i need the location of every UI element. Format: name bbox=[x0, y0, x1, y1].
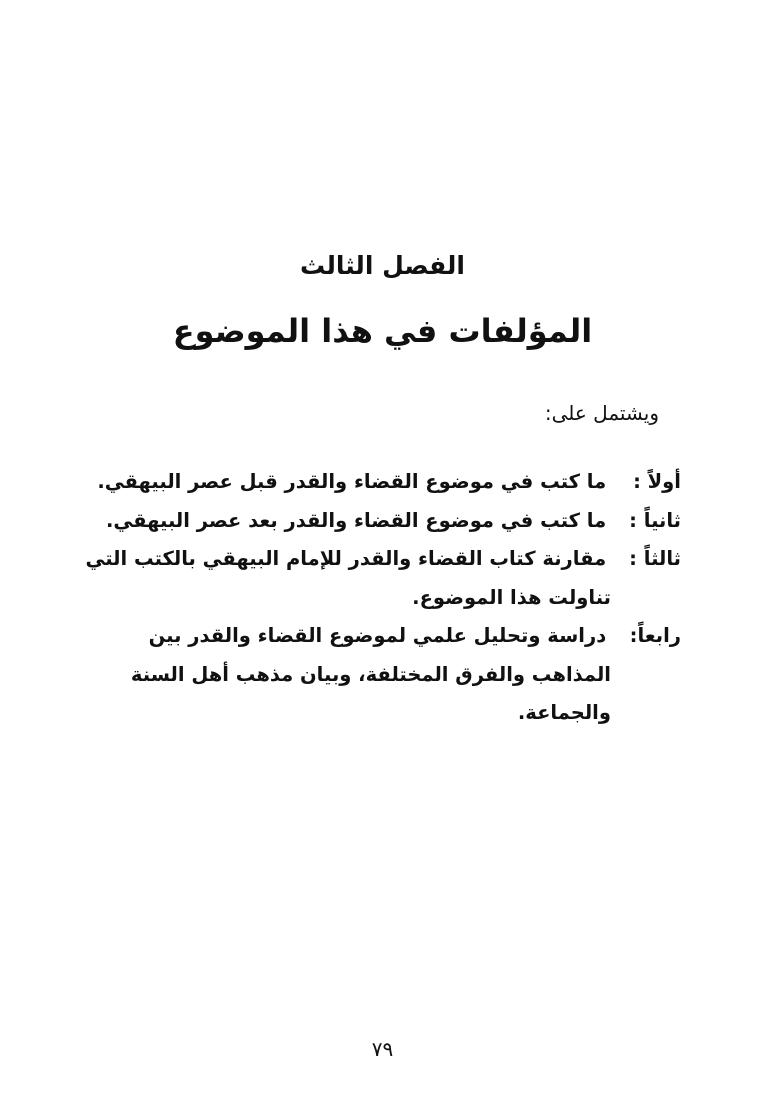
item-marker: رابعاً: bbox=[629, 624, 681, 647]
chapter-title: المؤلفات في هذا الموضوع bbox=[172, 312, 593, 350]
chapter-label: الفصل الثالث bbox=[299, 251, 465, 280]
page-number: ٧٩ bbox=[371, 1037, 394, 1061]
item-text: ما كتب في موضوع القضاء والقدر قبل عصر البيهقي. bbox=[97, 470, 607, 493]
intro-text: ويشتمل على: bbox=[544, 401, 659, 425]
list-item bbox=[81, 463, 681, 502]
list-item bbox=[81, 540, 681, 617]
list-item bbox=[81, 502, 681, 541]
item-text: دراسة وتحليل علمي لموضوع القضاء والقدر بين المذاهب والفرق المختلفة، وبيان مذهب أهل السنة والجماعة. bbox=[130, 624, 611, 724]
items-list bbox=[81, 463, 681, 733]
list-item bbox=[81, 617, 681, 733]
item-marker: ثالثاً : bbox=[629, 547, 681, 570]
item-text: مقارنة كتاب القضاء والقدر للإمام البيهقي بالكتب التي تناولت هذا الموضوع. bbox=[85, 547, 611, 609]
item-marker: أولاً : bbox=[633, 470, 681, 493]
item-text: ما كتب في موضوع القضاء والقدر بعد عصر البيهقي. bbox=[105, 508, 607, 532]
item-marker: ثانياً : bbox=[629, 508, 681, 532]
